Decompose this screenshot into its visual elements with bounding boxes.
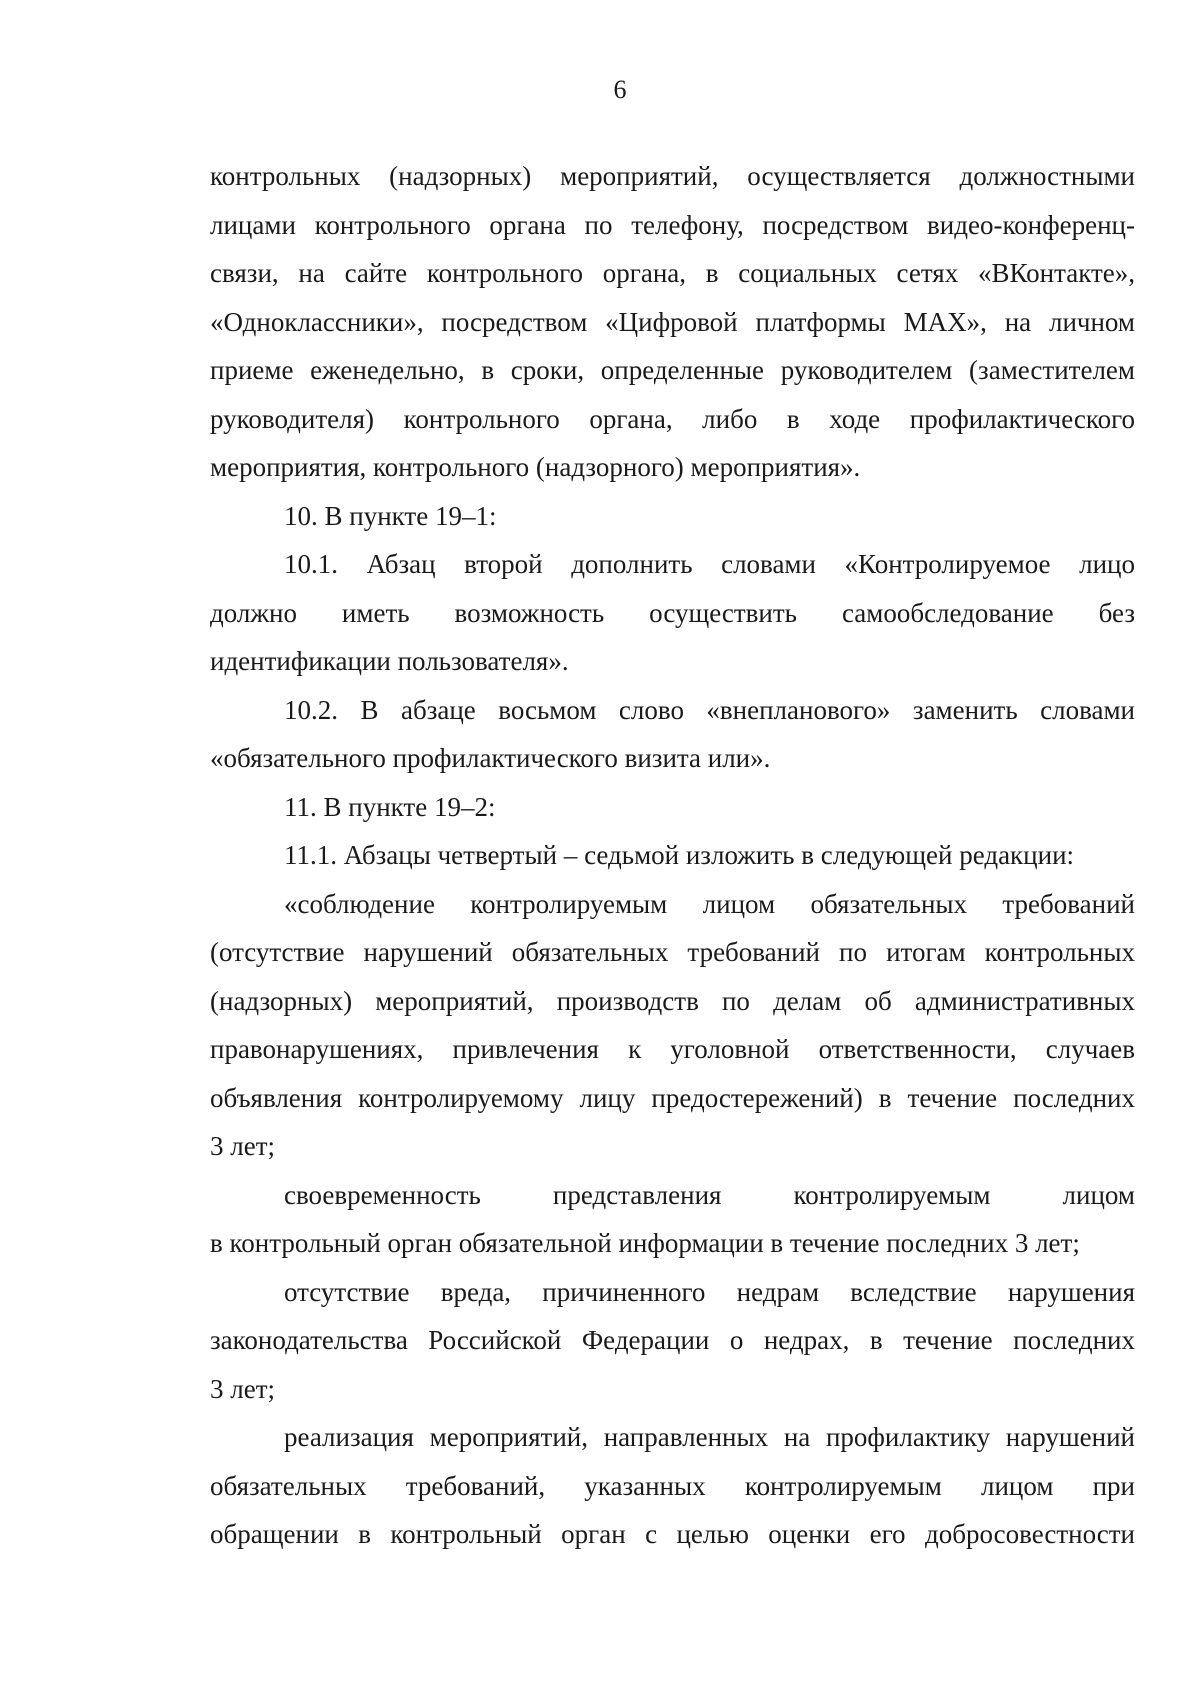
text-line: идентификации пользователя». [210, 646, 569, 676]
text-line: обращении в контрольный орган с целью оценки его добросовестности [210, 1519, 1135, 1549]
text-line: должно иметь возможность осуществить самообследование без [210, 597, 1135, 628]
text-line: в контрольный орган обязательной информации в течение последних 3 лет; [210, 1228, 1080, 1258]
paragraph-item-11 [210, 783, 1135, 832]
paragraph-item-10-1 [210, 540, 1135, 686]
text-line: отсутствие вреда, причиненного недрам вследствие нарушения [284, 1276, 1135, 1307]
text-line: 10.1. Абзац второй дополнить словами «Контролируемое лицо [284, 549, 1135, 579]
text-line: реализация мероприятий, направленных на профилактику нарушений [284, 1422, 1135, 1452]
text-line: контрольных (надзорных) мероприятий, осуществляется должностными [210, 161, 1135, 191]
text-line: своевременность представления контролируемым лицом [284, 1179, 1135, 1210]
text-line: «Одноклассники», посредством «Цифровой платформы MAX», на личном [210, 306, 1135, 337]
paragraph-item-10-2 [210, 686, 1135, 783]
text-line: приеме еженедельно, в сроки, определенные руководителем (заместителем [210, 355, 1135, 385]
paragraph-no-harm [210, 1268, 1135, 1414]
paragraph-quote-compliance [210, 880, 1135, 1171]
text-line: 11.1. Абзацы четвертый – седьмой изложить в следующей редакции: [284, 840, 1075, 870]
text-line: 10.2. В абзаце восьмом слово «внепланового» заменить словами [284, 694, 1135, 725]
text-line: «соблюдение контролируемым лицом обязательных требований [284, 888, 1135, 919]
paragraph-item-11-1 [210, 831, 1135, 880]
text-line: мероприятия, контрольного (надзорного) мероприятия». [210, 452, 861, 482]
paragraph-item-10 [210, 492, 1135, 541]
paragraph-prevention [210, 1413, 1135, 1559]
text-line: (отсутствие нарушений обязательных требований по итогам контрольных [210, 937, 1135, 967]
document-body [210, 152, 1135, 1559]
text-line: связи, на сайте контрольного органа, в социальных сетях «ВКонтакте», [210, 258, 1135, 288]
text-line: руководителя) контрольного органа, либо в ходе профилактического [210, 403, 1135, 434]
text-line: 10. В пункте 19–1: [284, 500, 497, 531]
text-line: законодательства Российской Федерации о недрах, в течение последних [210, 1325, 1135, 1355]
text-line: (надзорных) мероприятий, производств по делам об административных [210, 985, 1135, 1016]
text-line: 3 лет; [210, 1131, 276, 1161]
text-line: обязательных требований, указанных контролируемым лицом при [210, 1470, 1135, 1501]
text-line: 3 лет; [210, 1373, 276, 1404]
text-line: лицами контрольного органа по телефону, посредством видео-конференц- [210, 209, 1135, 240]
text-line: правонарушениях, привлечения к уголовной ответственности, случаев [210, 1034, 1135, 1064]
paragraph-timeliness [210, 1171, 1135, 1268]
page-number: 6 [613, 75, 627, 104]
text-line: «обязательного профилактического визита или». [210, 743, 771, 773]
paragraph-continuation [210, 152, 1135, 492]
text-line: 11. В пункте 19–2: [284, 791, 496, 822]
text-line: объявления контролируемому лицу предостережений) в течение последних [210, 1082, 1135, 1113]
